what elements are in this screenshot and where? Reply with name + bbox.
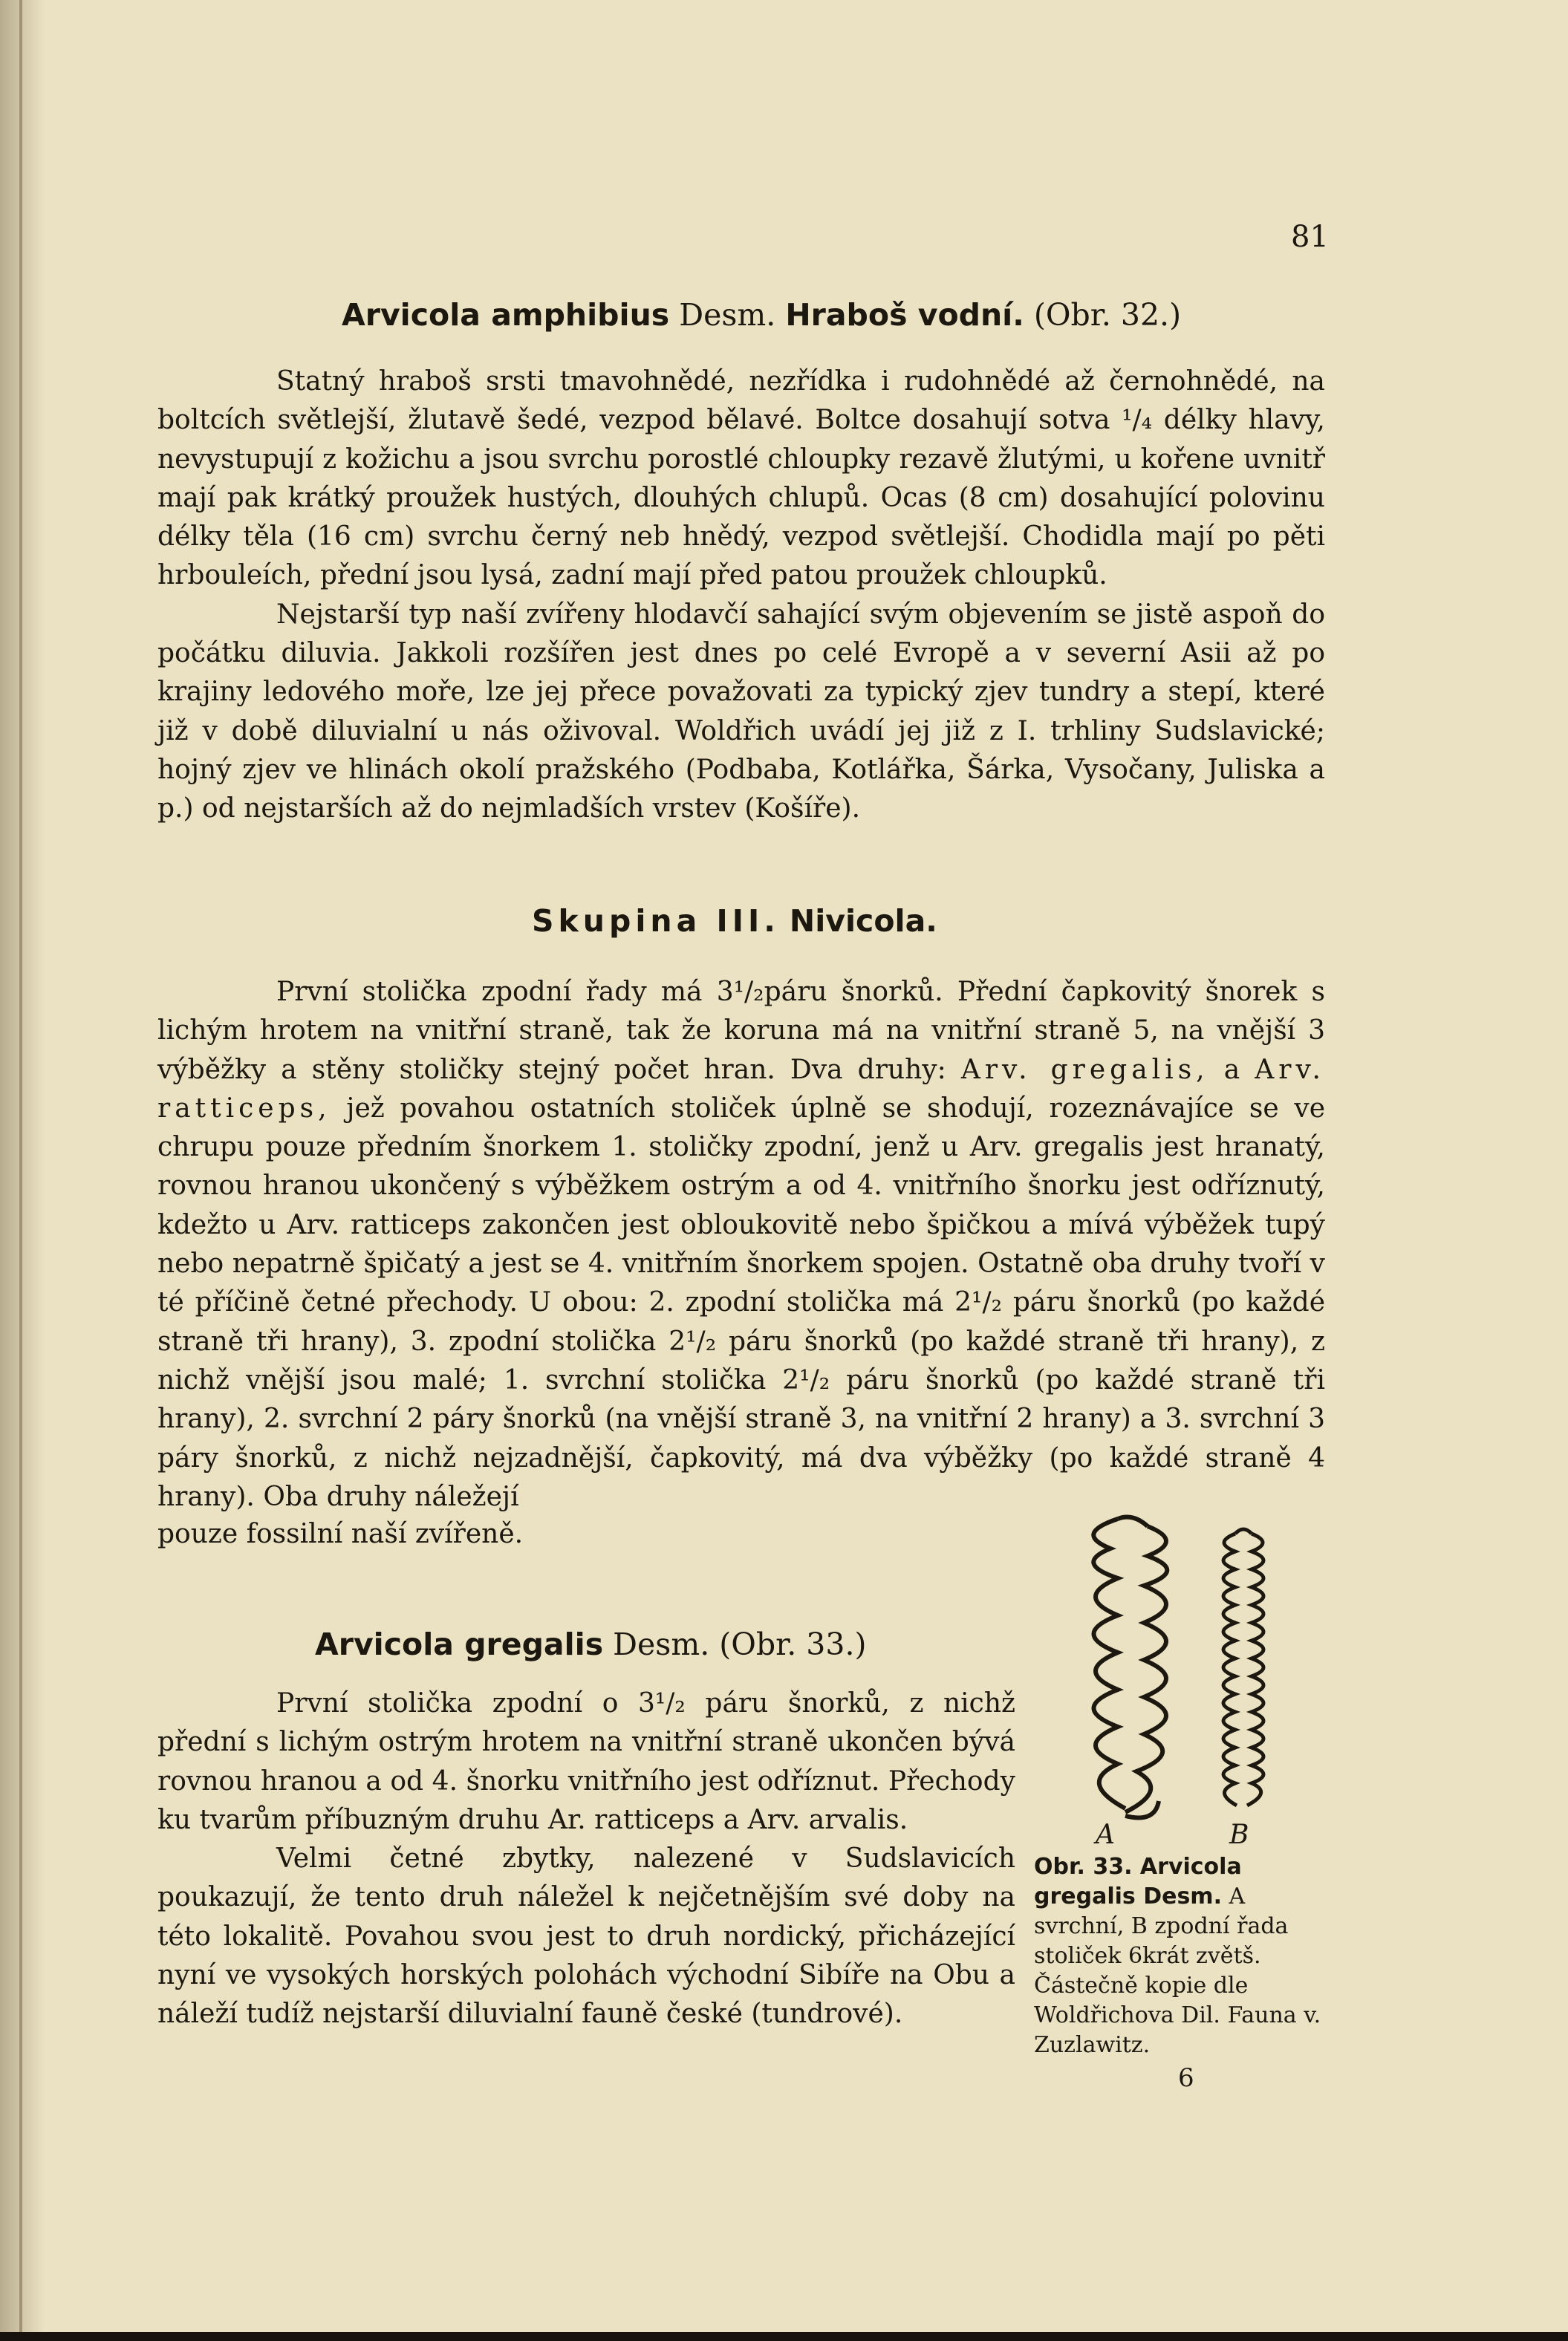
molar-row-b [1223,1529,1263,1806]
paragraph: Nejstarší typ naší zvířeny hlodavčí sahající svým objevením se jistě aspoň do počátku diluvia. Jakkoli rozšířen jest dnes po celé Evropě a v severní Asii až po krajiny ledového moře, lze jej přece považovati za typický zjev tundry a stepí, které již v době diluvialní u nás oživoval. Woldřich uvádí jej již z I. trhliny Sudslavické; hojný zjev ve hlinách okolí pražského (Podbaba, Kotlářka, Šárka, Vysočany, Juliska a p.) od nejstarších až do nejmladších vrstev (Košíře). [157,599,1325,824]
group-label: Skupina III. [532,903,780,939]
species-mention: Arv. ratticeps, [157,1054,1325,1124]
binding-edge [19,0,22,2332]
text-run: a [1223,1054,1240,1085]
species-author: Desm. [679,297,776,333]
species-name: Arvicola amphibius [342,297,670,333]
paragraph: Velmi četné zbytky, nalezené v Sudslavicích poukazují, že tento druh náležel k nejčetnějším své doby na této lokalitě. Povahou svou jest to druh nordický, přicházející nyní ve vysokých horských polohách východní Sibíře na Obu a náleží tudíž nejstarší diluvialní fauně české (tundrové). [157,1843,1015,2030]
species-mention: Arv. gregalis, [960,1054,1209,1085]
section2-body [157,973,1325,1517]
molar-row-a [1093,1517,1167,1818]
species-author: Desm. [613,1627,710,1662]
section-heading-nivicola [532,903,937,939]
paragraph: Statný hraboš srsti tmavohnědé, nezřídka i rudohnědé až černohnědé, na boltcích světlejší, žlutavě šedé, vezpod bělavé. Boltce dosahují sotva ¹/₄ délky hlavy, nevystupují z kožichu a jsou svrchu porostlé chloupky rezavě žlutými, u kořene uvnitř mají pak krátký proužek hustých, dlouhých chlupů. Ocas (8 cm) dosahující polovinu délky těla (16 cm) svrchu černý neb hnědý, vezpod světlejší. Chodidla mají po pěti hrbouleích, přední jsou lysá, zadní mají před patou proužek chloupků. [157,366,1325,591]
species-name: Arvicola gregalis [315,1627,604,1662]
molar-illustration [1029,1504,1326,1846]
figure-label-b: B [1229,1820,1249,1850]
section-heading-amphibius [342,297,1181,333]
paragraph-end: pouze fossilní naší zvířeně. [157,1519,524,1549]
figure-label-a: A [1096,1820,1115,1850]
figure-ref: (Obr. 33.) [719,1627,867,1662]
section1-body [157,362,1325,829]
caption-text: A svrchní, B zpodní řada stoliček 6krát zvětš. Částečně kopie dle Woldřichova Dil. Fauna v. Zuzlawitz. [1034,1883,1321,2058]
text-run: První stolička zpodní řady má 3¹/₂páru šnorků. Přední čapkovitý šnorek s lichým hrotem na vnitřní straně, tak že koruna má na vnitřní straně 5, na vnější 3 výběžky a stěny stoličky stejný počet hran. Dva druhy: [157,977,1325,1085]
section3-body [157,1684,1015,2034]
czech-name: Hraboš vodní. [785,297,1024,333]
figure-ref: (Obr. 32.) [1033,297,1182,333]
section-heading-gregalis [315,1627,867,1662]
page-number: 81 [1291,220,1329,254]
text-run: jež povahou ostatních stoliček úplně se shodují, rozeznávajíce se ve chrupu pouze předním šnorkem 1. stoličky zpodní, jenž u Arv. gregalis jest hranatý, rovnou hranou ukončený s výběžkem ostrým a od 4. vnitřního šnorku jest odříznutý, kdežto u Arv. ratticeps zakončen jest obloukovitě nebo špičkou a mívá výběžek tupý nebo nepatrně špičatý a jest se 4. vnitřním šnorkem spojen. Ostatně oba druhy tvoří v té příčině četné přechody. U obou: 2. zpodní stolička má 2¹/₂ páru šnorků (po každé straně tři hrany), 3. zpodní stolička 2¹/₂ páru šnorků (po každé straně tři hrany), z nichž vnější jsou malé; 1. svrchní stolička 2¹/₂ páru šnorků (po každé straně tři hrany), 2. svrchní 2 páry šnorků (na vnější straně 3, na vnitřní 2 hrany) a 3. svrchní 3 páry šnorků, z nichž nejzadnější, čapkovitý, má dva výběžky (po každé straně 4 hrany). Oba druhy náležejí [157,1093,1325,1512]
section2-end [157,1515,1015,1554]
signature-mark: 6 [1178,2063,1194,2093]
caption-title: Obr. 33. Arvicola gregalis Desm. [1034,1854,1242,1909]
figure-caption [1034,1852,1331,2060]
paragraph: První stolička zpodní o 3¹/₂ páru šnorků, z nichž přední s lichým ostrým hrotem na vnitřní straně ukončen bývá rovnou hranou a od 4. šnorku vnitřního jest odříznut. Přechody ku tvarům příbuzným druhu Ar. ratticeps a Arv. arvalis. [157,1688,1015,1835]
group-name: Nivicola. [789,903,937,939]
paragraph [157,973,1325,1517]
